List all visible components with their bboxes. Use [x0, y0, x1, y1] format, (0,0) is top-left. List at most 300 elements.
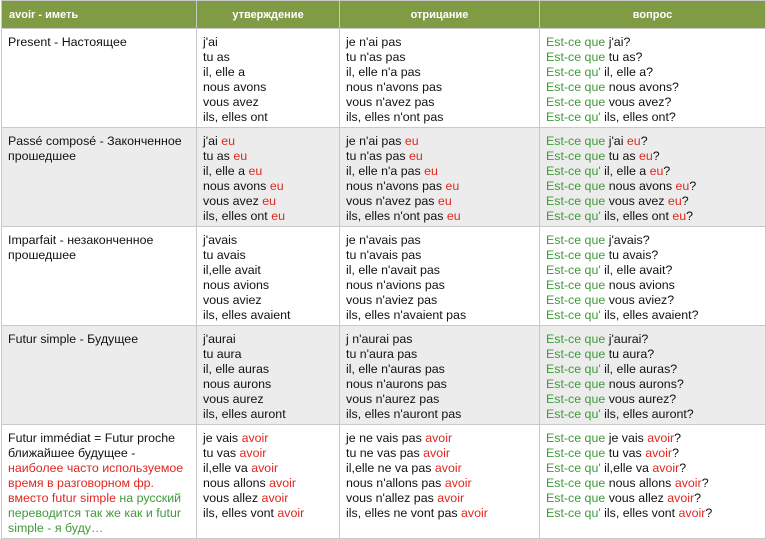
- text-segment: Est-ce que: [546, 392, 609, 406]
- text-segment: il, elle a: [604, 164, 650, 178]
- text-segment: je vais: [203, 431, 242, 445]
- conjugation-line: [203, 179, 333, 194]
- text-segment: Imparfait - незаконченное прошедшее: [8, 233, 154, 262]
- text-segment: eu: [408, 149, 423, 163]
- text-segment: avoir: [425, 431, 453, 445]
- text-segment: eu: [269, 179, 284, 193]
- text-segment: Est-ce que: [546, 476, 609, 490]
- text-segment: eu: [649, 164, 664, 178]
- text-segment: nous avions: [203, 278, 270, 292]
- conjugation-line: [346, 110, 533, 125]
- text-segment: eu: [639, 149, 653, 163]
- text-segment: vous aurez: [203, 392, 264, 406]
- conjugation-line: [546, 446, 759, 461]
- text-segment: je n'ai pas: [346, 134, 405, 148]
- conjugation-line: [203, 461, 333, 476]
- text-segment: tu as?: [608, 50, 643, 64]
- conjugation-line: [546, 278, 759, 293]
- conjugation-line: [346, 407, 533, 422]
- table-row: [2, 227, 766, 326]
- text-segment: Est-ce que: [546, 347, 609, 361]
- text-segment: nous allons: [608, 476, 675, 490]
- text-segment: ?: [701, 476, 709, 490]
- text-segment: avoir: [674, 476, 702, 490]
- text-segment: vous n'avez pas: [346, 194, 438, 208]
- text-segment: nous avons: [608, 179, 676, 193]
- conjugation-line: [203, 134, 333, 149]
- text-segment: Est-ce que: [546, 332, 609, 346]
- text-segment: avoir: [437, 491, 465, 505]
- conjugation-line: [203, 263, 333, 278]
- conjugation-line: [546, 491, 759, 506]
- conjugation-line: [346, 332, 533, 347]
- conjugation-line: [546, 110, 759, 125]
- text-segment: Est-ce qu': [546, 362, 605, 376]
- conjugation-line: [546, 149, 759, 164]
- text-segment: Est-ce qu': [546, 65, 605, 79]
- conjugation-line: [203, 164, 333, 179]
- question-cell: [540, 227, 766, 326]
- text-segment: tu as: [608, 149, 639, 163]
- text-segment: tu n'avais pas: [346, 248, 422, 262]
- conjugation-line: [546, 233, 759, 248]
- text-segment: Est-ce qu': [546, 407, 605, 421]
- conjugation-line: [203, 362, 333, 377]
- text-segment: eu: [437, 194, 452, 208]
- conjugation-line: [546, 65, 759, 80]
- text-segment: nous avons: [203, 179, 270, 193]
- conjugation-line: [203, 50, 333, 65]
- text-segment: Est-ce qu': [546, 209, 605, 223]
- text-segment: avoir: [261, 491, 289, 505]
- text-segment: ils, elles auront: [203, 407, 286, 421]
- text-segment: Est-ce que: [546, 134, 609, 148]
- conjugation-line: [546, 164, 759, 179]
- text-segment: il, elle avait?: [604, 263, 673, 277]
- text-segment: Est-ce que: [546, 233, 609, 247]
- conjugation-line: [203, 35, 333, 50]
- conjugation-line: [203, 194, 333, 209]
- text-segment: nous aurons?: [608, 377, 684, 391]
- table-body: [2, 29, 766, 539]
- tense-label: [8, 431, 190, 536]
- text-segment: eu: [626, 134, 641, 148]
- table-row: [2, 425, 766, 539]
- text-segment: nous avions: [608, 278, 675, 292]
- text-segment: eu: [248, 164, 263, 178]
- conjugation-line: [346, 35, 533, 50]
- header-row: [2, 1, 766, 29]
- text-segment: tu n'as pas: [346, 149, 409, 163]
- conjugation-line: [203, 149, 333, 164]
- header-negative: отрицание: [340, 1, 540, 29]
- text-segment: nous n'aurons pas: [346, 377, 447, 391]
- conjugation-line: [203, 506, 333, 521]
- text-segment: eu: [445, 179, 460, 193]
- text-segment: ?: [652, 149, 660, 163]
- text-segment: ?: [679, 461, 687, 475]
- text-segment: Est-ce que: [546, 377, 609, 391]
- text-segment: vous aurez?: [608, 392, 677, 406]
- text-segment: eu: [233, 149, 248, 163]
- text-segment: Est-ce qu': [546, 164, 605, 178]
- text-segment: tu n'as pas: [346, 50, 406, 64]
- text-segment: il, elle a: [203, 65, 246, 79]
- text-segment: Est-ce que: [546, 50, 609, 64]
- question-cell: [540, 128, 766, 227]
- conjugation-line: [546, 293, 759, 308]
- text-segment: j'avais: [203, 233, 238, 247]
- conjugation-line: [546, 80, 759, 95]
- conjugation-line: [546, 362, 759, 377]
- text-segment: tu as: [203, 50, 230, 64]
- conjugation-line: [203, 308, 333, 323]
- text-segment: avoir: [667, 491, 695, 505]
- text-segment: avoir: [678, 506, 706, 520]
- text-segment: il, elle auras: [203, 362, 270, 376]
- conjugation-line: [546, 194, 759, 209]
- table-row: [2, 326, 766, 425]
- text-segment: nous avons: [203, 80, 267, 94]
- text-segment: nous allons: [203, 476, 270, 490]
- text-segment: avoir: [241, 431, 269, 445]
- text-segment: il, elle n'auras pas: [346, 362, 445, 376]
- conjugation-line: [546, 248, 759, 263]
- conjugation-line: [346, 164, 533, 179]
- conjugation-line: [346, 506, 533, 521]
- text-segment: Futur immédiat = Futur proche ближайшее будущее -: [8, 431, 175, 460]
- text-segment: Est-ce qu': [546, 263, 605, 277]
- conjugation-line: [203, 407, 333, 422]
- conjugation-line: [546, 506, 759, 521]
- conjugation-line: [203, 392, 333, 407]
- text-segment: nous n'avons pas: [346, 179, 446, 193]
- text-segment: ils, elles ont: [203, 110, 268, 124]
- text-segment: tu aura?: [608, 347, 655, 361]
- text-segment: Present - Настоящее: [8, 35, 127, 49]
- conjugation-line: [346, 392, 533, 407]
- conjugation-line: [546, 95, 759, 110]
- text-segment: avoir: [444, 476, 472, 490]
- conjugation-line: [203, 293, 333, 308]
- affirmative-cell: [197, 425, 340, 539]
- text-segment: Est-ce que: [546, 179, 609, 193]
- negative-cell: [340, 29, 540, 128]
- text-segment: avoir: [239, 446, 267, 460]
- text-segment: ?: [694, 491, 701, 505]
- text-segment: ils, elles vont: [203, 506, 278, 520]
- affirmative-cell: [197, 227, 340, 326]
- question-cell: [540, 326, 766, 425]
- text-segment: Est-ce que: [546, 35, 609, 49]
- conjugation-line: [346, 134, 533, 149]
- text-segment: vous n'allez pas: [346, 491, 438, 505]
- text-segment: tu avais: [203, 248, 246, 262]
- conjugation-line: [546, 134, 759, 149]
- tense-label: [8, 134, 190, 164]
- text-segment: j'ai?: [608, 35, 631, 49]
- text-segment: на русский переводится так же как и futur simple - я буду…: [8, 491, 182, 535]
- text-segment: avoir: [423, 446, 451, 460]
- conjugation-line: [203, 491, 333, 506]
- conjugation-line: [346, 194, 533, 209]
- conjugation-line: [346, 65, 533, 80]
- text-segment: j'ai: [203, 134, 222, 148]
- text-segment: vous avez: [203, 95, 259, 109]
- text-segment: avoir: [645, 446, 673, 460]
- text-segment: ils, elles vont: [604, 506, 679, 520]
- text-segment: ?: [686, 209, 694, 223]
- text-segment: j'ai: [608, 134, 627, 148]
- text-segment: Futur simple - Будущее: [8, 332, 139, 346]
- conjugation-line: [546, 332, 759, 347]
- text-segment: nous aurons: [203, 377, 272, 391]
- conjugation-line: [203, 377, 333, 392]
- text-segment: nous avons?: [608, 80, 679, 94]
- text-segment: ?: [640, 134, 648, 148]
- text-segment: il, elle n'a pas: [346, 164, 425, 178]
- conjugation-line: [203, 248, 333, 263]
- conjugation-line: [203, 65, 333, 80]
- text-segment: Est-ce que: [546, 194, 609, 208]
- conjugation-line: [346, 347, 533, 362]
- text-segment: eu: [424, 164, 438, 178]
- tense-cell: [2, 326, 197, 425]
- conjugation-line: [546, 392, 759, 407]
- affirmative-cell: [197, 29, 340, 128]
- table-row: [2, 128, 766, 227]
- conjugation-line: [346, 95, 533, 110]
- text-segment: tu as: [203, 149, 234, 163]
- conjugation-line: [346, 209, 533, 224]
- text-segment: Passé composé - Законченное прошедшее: [8, 134, 182, 163]
- text-segment: ?: [705, 506, 713, 520]
- header-verb: avoir - иметь: [2, 1, 197, 29]
- conjugation-line: [546, 35, 759, 50]
- negative-cell: [340, 227, 540, 326]
- text-segment: tu aura: [203, 347, 242, 361]
- question-cell: [540, 29, 766, 128]
- text-segment: Est-ce que: [546, 431, 609, 445]
- conjugation-line: [546, 50, 759, 65]
- text-segment: il,elle va: [203, 461, 252, 475]
- text-segment: ils, elles ne vont pas: [346, 506, 462, 520]
- conjugation-line: [546, 431, 759, 446]
- text-segment: je n'avais pas: [346, 233, 421, 247]
- text-segment: Est-ce que: [546, 149, 609, 163]
- text-segment: je n'ai pas: [346, 35, 402, 49]
- text-segment: ?: [672, 446, 679, 460]
- text-segment: tu vas: [203, 446, 240, 460]
- text-segment: ils, elles ont: [604, 209, 673, 223]
- text-segment: avoir: [461, 506, 488, 520]
- text-segment: ils, elles ont: [203, 209, 272, 223]
- text-segment: tu vas: [608, 446, 646, 460]
- tense-label: [8, 332, 190, 347]
- tense-label: [8, 233, 190, 263]
- negative-cell: [340, 425, 540, 539]
- text-segment: il, elle a: [203, 164, 249, 178]
- text-segment: vous avez: [203, 194, 263, 208]
- conjugation-line: [346, 278, 533, 293]
- text-segment: Est-ce qu': [546, 308, 605, 322]
- negative-cell: [340, 326, 540, 425]
- text-segment: nous n'allons pas: [346, 476, 445, 490]
- tense-cell: [2, 29, 197, 128]
- conjugation-line: [203, 233, 333, 248]
- text-segment: ils, elles n'ont pas: [346, 110, 444, 124]
- text-segment: il,elle ne va pas: [346, 461, 435, 475]
- text-segment: eu: [672, 209, 687, 223]
- text-segment: ?: [681, 194, 689, 208]
- text-segment: ils, elles n'avaient pas: [346, 308, 467, 322]
- text-segment: j'aurai: [203, 332, 236, 346]
- text-segment: avoir: [251, 461, 279, 475]
- conjugation-line: [346, 263, 533, 278]
- header-affirmative: утверждение: [197, 1, 340, 29]
- tense-label: [8, 35, 190, 50]
- text-segment: Est-ce que: [546, 491, 609, 505]
- conjugation-line: [546, 308, 759, 323]
- conjugation-line: [203, 80, 333, 95]
- conjugation-line: [346, 431, 533, 446]
- text-segment: Est-ce que: [546, 248, 609, 262]
- text-segment: avoir: [652, 461, 680, 475]
- affirmative-cell: [197, 326, 340, 425]
- text-segment: il, elle auras?: [604, 362, 678, 376]
- question-cell: [540, 425, 766, 539]
- conjugation-line: [546, 179, 759, 194]
- text-segment: Est-ce qu': [546, 110, 605, 124]
- conjugation-line: [346, 248, 533, 263]
- conjugation-line: [203, 446, 333, 461]
- conjugation-line: [203, 476, 333, 491]
- conjugation-line: [346, 377, 533, 392]
- text-segment: ?: [663, 164, 671, 178]
- tense-cell: [2, 425, 197, 539]
- conjugation-line: [203, 110, 333, 125]
- text-segment: ils, elles ont?: [604, 110, 676, 124]
- text-segment: ils, elles n'auront pas: [346, 407, 462, 421]
- text-segment: avoir: [647, 431, 675, 445]
- conjugation-line: [546, 209, 759, 224]
- conjugation-line: [546, 377, 759, 392]
- conjugation-line: [546, 347, 759, 362]
- conjugation-line: [346, 149, 533, 164]
- text-segment: наиболее часто используемое время в разговорном фр. вместо futur simple: [8, 461, 184, 505]
- conjugation-line: [346, 80, 533, 95]
- text-segment: ils, elles n'ont pas: [346, 209, 447, 223]
- text-segment: eu: [446, 209, 461, 223]
- table-row: [2, 29, 766, 128]
- text-segment: Est-ce qu': [546, 461, 605, 475]
- text-segment: tu ne vas pas: [346, 446, 424, 460]
- text-segment: vous allez: [608, 491, 668, 505]
- conjugation-line: [203, 95, 333, 110]
- text-segment: j'aurai?: [608, 332, 649, 346]
- conjugation-line: [346, 233, 533, 248]
- text-segment: il, elle n'a pas: [346, 65, 421, 79]
- text-segment: vous n'aurez pas: [346, 392, 440, 406]
- conjugation-line: [346, 461, 533, 476]
- text-segment: il,elle va: [604, 461, 653, 475]
- text-segment: j'ai: [203, 35, 218, 49]
- text-segment: vous aviez: [203, 293, 262, 307]
- text-segment: tu n'aura pas: [346, 347, 418, 361]
- header-question: вопрос: [540, 1, 766, 29]
- text-segment: vous allez: [203, 491, 262, 505]
- conjugation-line: [546, 263, 759, 278]
- text-segment: eu: [404, 134, 419, 148]
- text-segment: ils, elles avaient?: [604, 308, 699, 322]
- tense-cell: [2, 128, 197, 227]
- affirmative-cell: [197, 128, 340, 227]
- conjugation-line: [346, 476, 533, 491]
- conjugation-line: [346, 308, 533, 323]
- text-segment: eu: [667, 194, 682, 208]
- text-segment: Est-ce que: [546, 446, 609, 460]
- text-segment: eu: [262, 194, 277, 208]
- conjugation-line: [346, 491, 533, 506]
- conjugation-line: [346, 362, 533, 377]
- conjugation-line: [203, 431, 333, 446]
- text-segment: ?: [689, 179, 697, 193]
- text-segment: vous n'avez pas: [346, 95, 435, 109]
- text-segment: Est-ce que: [546, 278, 609, 292]
- text-segment: ?: [674, 431, 682, 445]
- text-segment: avoir: [277, 506, 305, 520]
- conjugation-line: [203, 278, 333, 293]
- text-segment: il, elle n'avait pas: [346, 263, 440, 277]
- text-segment: Est-ce qu': [546, 506, 605, 520]
- negative-cell: [340, 128, 540, 227]
- text-segment: ils, elles auront?: [604, 407, 694, 421]
- text-segment: Est-ce que: [546, 293, 609, 307]
- text-segment: Est-ce que: [546, 95, 609, 109]
- text-segment: il,elle avait: [203, 263, 261, 277]
- text-segment: j'avais?: [608, 233, 650, 247]
- text-segment: nous n'avions pas: [346, 278, 445, 292]
- text-segment: eu: [221, 134, 236, 148]
- text-segment: je vais: [608, 431, 648, 445]
- text-segment: avoir: [269, 476, 296, 490]
- text-segment: ils, elles avaient: [203, 308, 291, 322]
- text-segment: avoir: [434, 461, 462, 475]
- text-segment: il, elle a?: [604, 65, 654, 79]
- conjugation-line: [546, 476, 759, 491]
- conjugation-line: [203, 332, 333, 347]
- text-segment: nous n'avons pas: [346, 80, 443, 94]
- text-segment: j n'aurai pas: [346, 332, 413, 346]
- text-segment: eu: [271, 209, 285, 223]
- conjugation-line: [546, 461, 759, 476]
- conjugation-line: [346, 293, 533, 308]
- text-segment: vous aviez?: [608, 293, 675, 307]
- conjugation-line: [346, 50, 533, 65]
- text-segment: vous n'aviez pas: [346, 293, 438, 307]
- text-segment: Est-ce que: [546, 80, 609, 94]
- text-segment: eu: [675, 179, 690, 193]
- conjugation-line: [203, 347, 333, 362]
- text-segment: vous avez?: [608, 95, 672, 109]
- text-segment: tu avais?: [608, 248, 659, 262]
- text-segment: vous avez: [608, 194, 668, 208]
- text-segment: je ne vais pas: [346, 431, 426, 445]
- conjugation-table: [1, 0, 766, 539]
- conjugation-line: [346, 179, 533, 194]
- conjugation-line: [546, 407, 759, 422]
- tense-cell: [2, 227, 197, 326]
